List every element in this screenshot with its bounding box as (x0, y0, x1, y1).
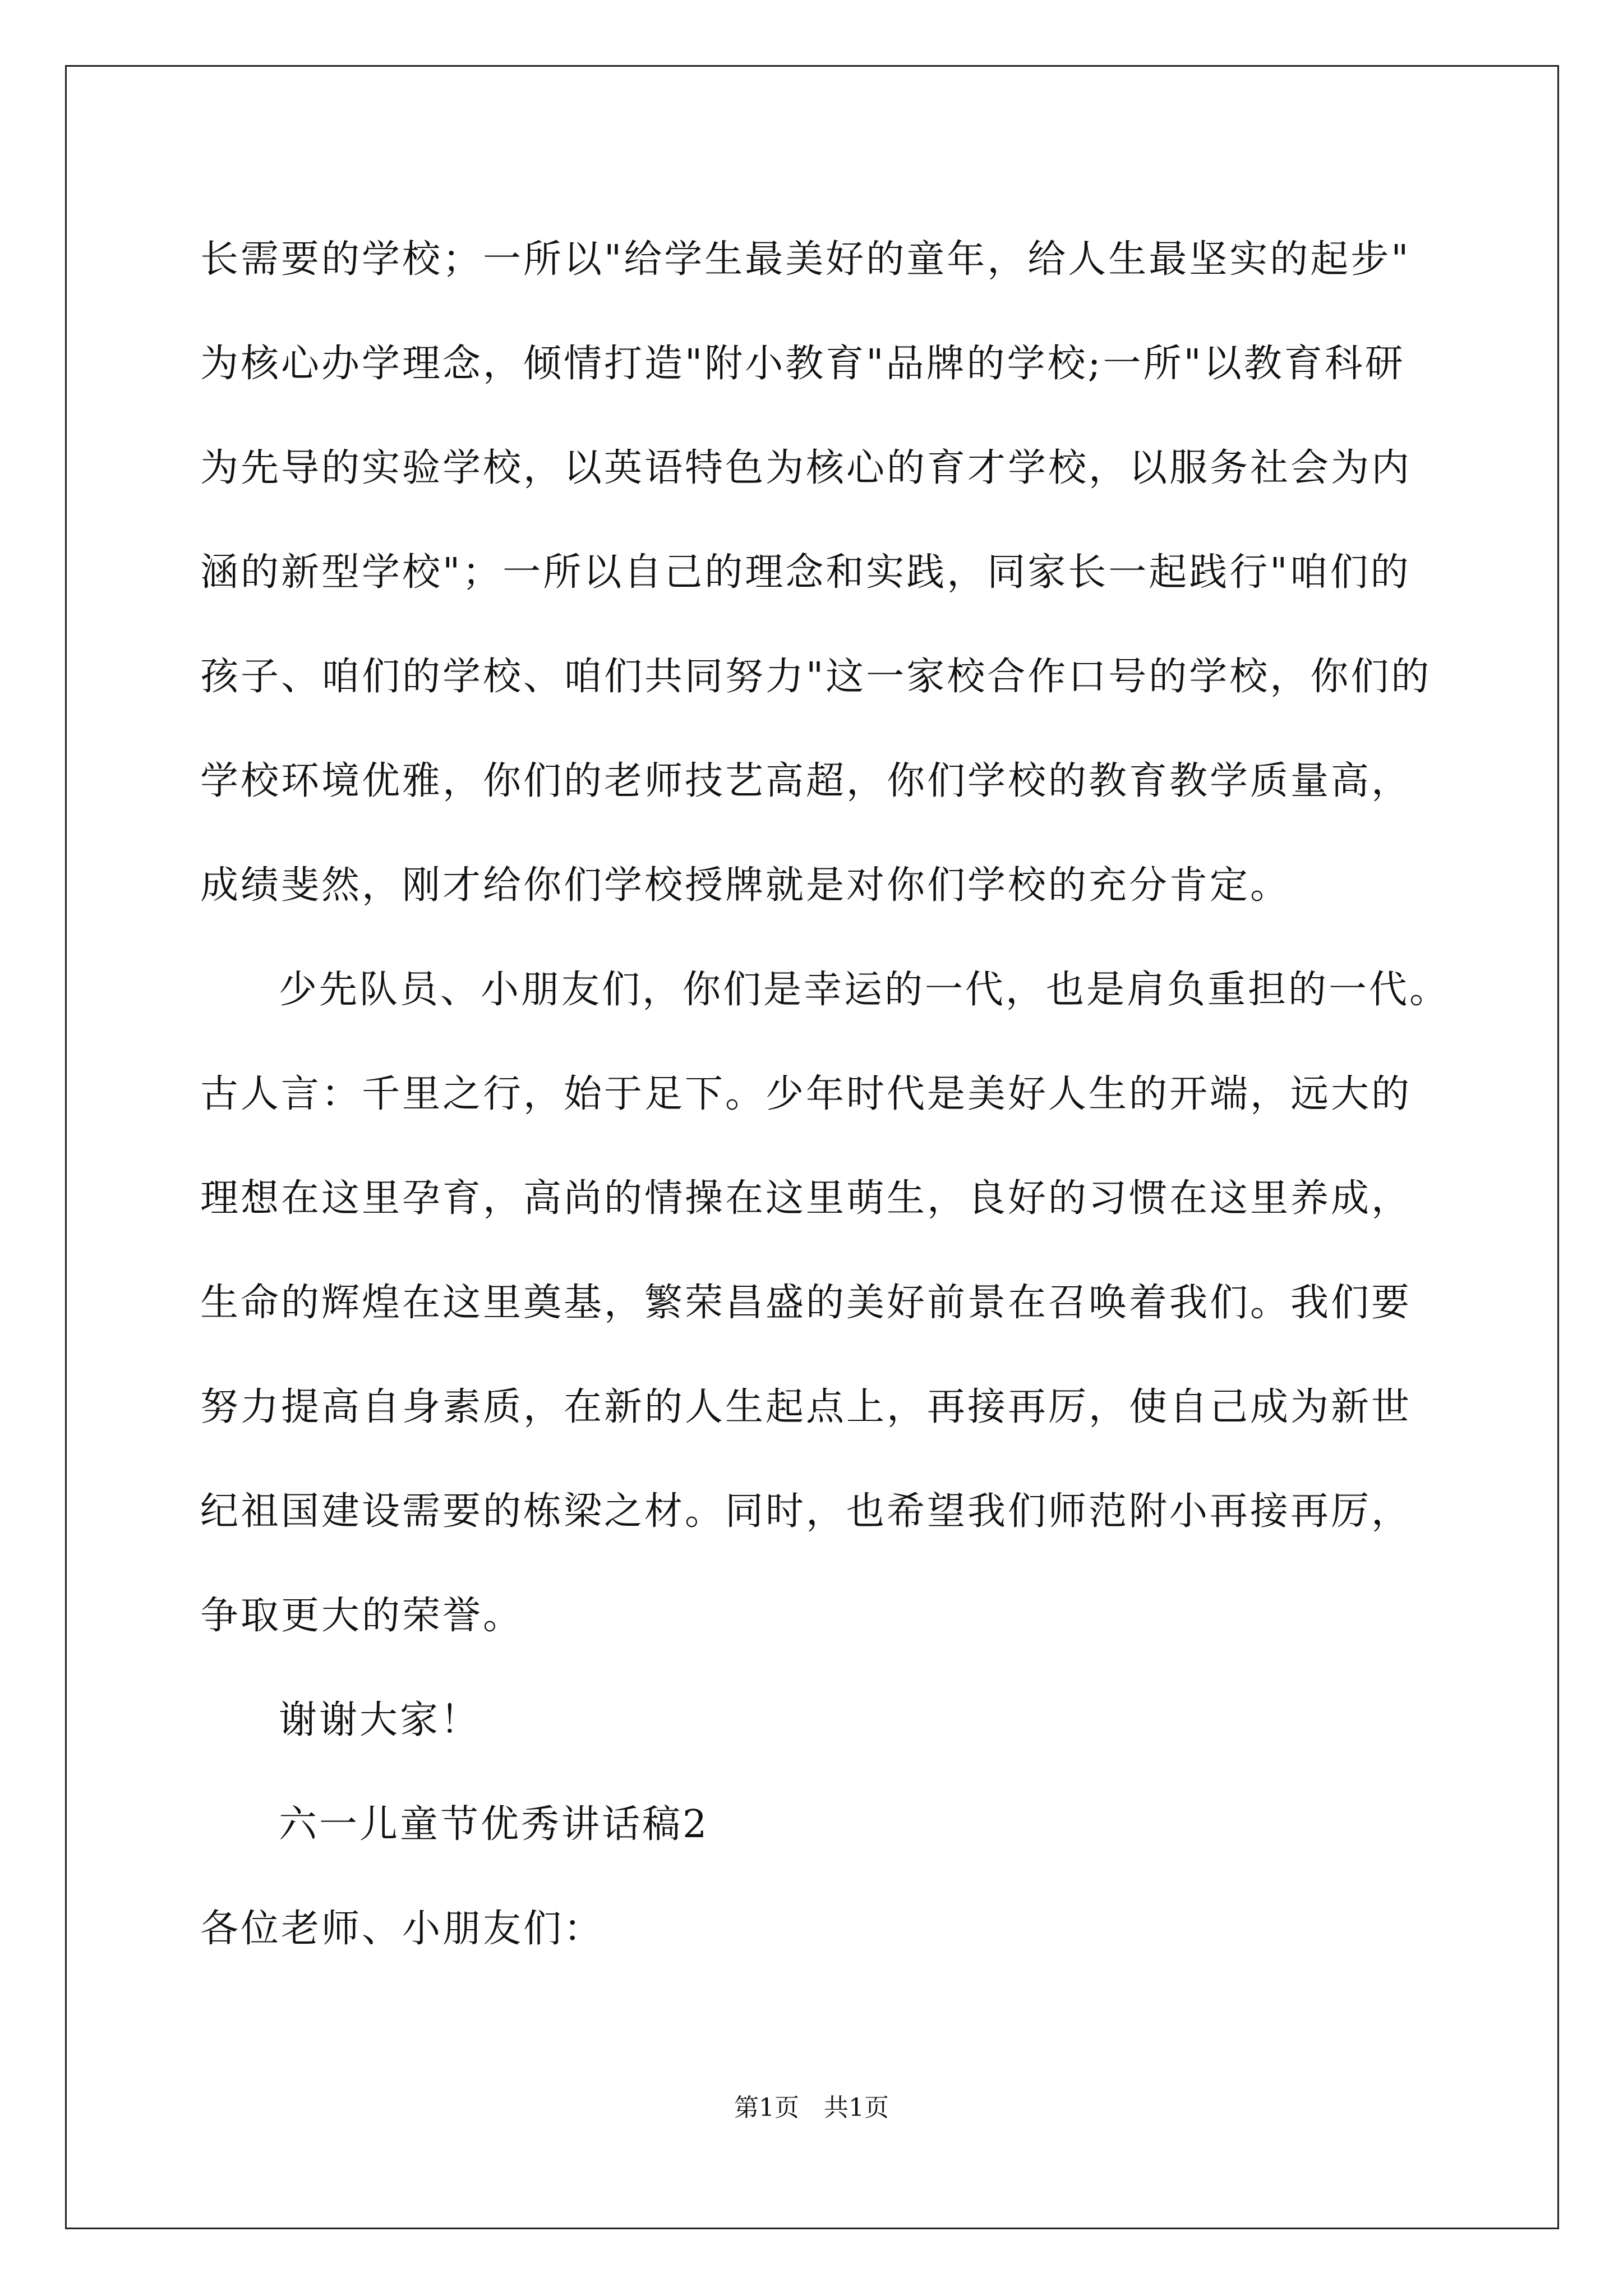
document-body (200, 208, 1450, 1981)
text-line: 涵的新型学校"；一所以自己的理念和实践，同家长一起践行"咱们的 (200, 550, 1411, 595)
text-line: 古人言：千里之行，始于足下。少年时代是美好人生的开端，远大的 (200, 1072, 1412, 1116)
text-line: 纪祖国建设需要的栋梁之材。同时，也希望我们师范附小再接再厉， (200, 1489, 1412, 1534)
text-line: 为先导的实验学校，以英语特色为核心的育才学校，以服务社会为内 (200, 446, 1412, 490)
text-line: 努力提高自身素质，在新的人生起点上，再接再厉，使自己成为新世 (200, 1385, 1412, 1429)
page-number-current: 第1页 (734, 2093, 799, 2122)
closing-line: 谢谢大家！ (279, 1698, 481, 1742)
text-line: 孩子、咱们的学校、咱们共同努力"这一家校合作口号的学校，你们的 (200, 655, 1432, 699)
text-line: 生命的辉煌在这里奠基，繁荣昌盛的美好前景在召唤着我们。我们要 (200, 1281, 1412, 1325)
paragraph-start-line: 少先队员、小朋友们，你们是幸运的一代，也是肩负重担的一代。 (279, 968, 1450, 1012)
text-line: 争取更大的荣誉。 (200, 1594, 524, 1638)
salutation-line: 各位老师、小朋友们： (200, 1907, 605, 1951)
text-line: 学校环境优雅，你们的老师技艺高超，你们学校的教育教学质量高， (200, 759, 1412, 803)
text-line: 理想在这里孕育，高尚的情操在这里萌生，良好的习惯在这里养成， (200, 1176, 1412, 1221)
text-line: 长需要的学校；一所以"给学生最美好的童年，给人生最坚实的起步" (200, 237, 1411, 282)
section-heading: 六一儿童节优秀讲话稿2 (279, 1802, 709, 1847)
text-line: 成绩斐然，刚才给你们学校授牌就是对你们学校的充分肯定。 (200, 863, 1291, 908)
page-number-total: 共1页 (824, 2093, 889, 2122)
page-footer (0, 2091, 1623, 2125)
text-line: 为核心办学理念，倾情打造"附小教育"品牌的学校;一所"以教育科研 (200, 342, 1405, 386)
